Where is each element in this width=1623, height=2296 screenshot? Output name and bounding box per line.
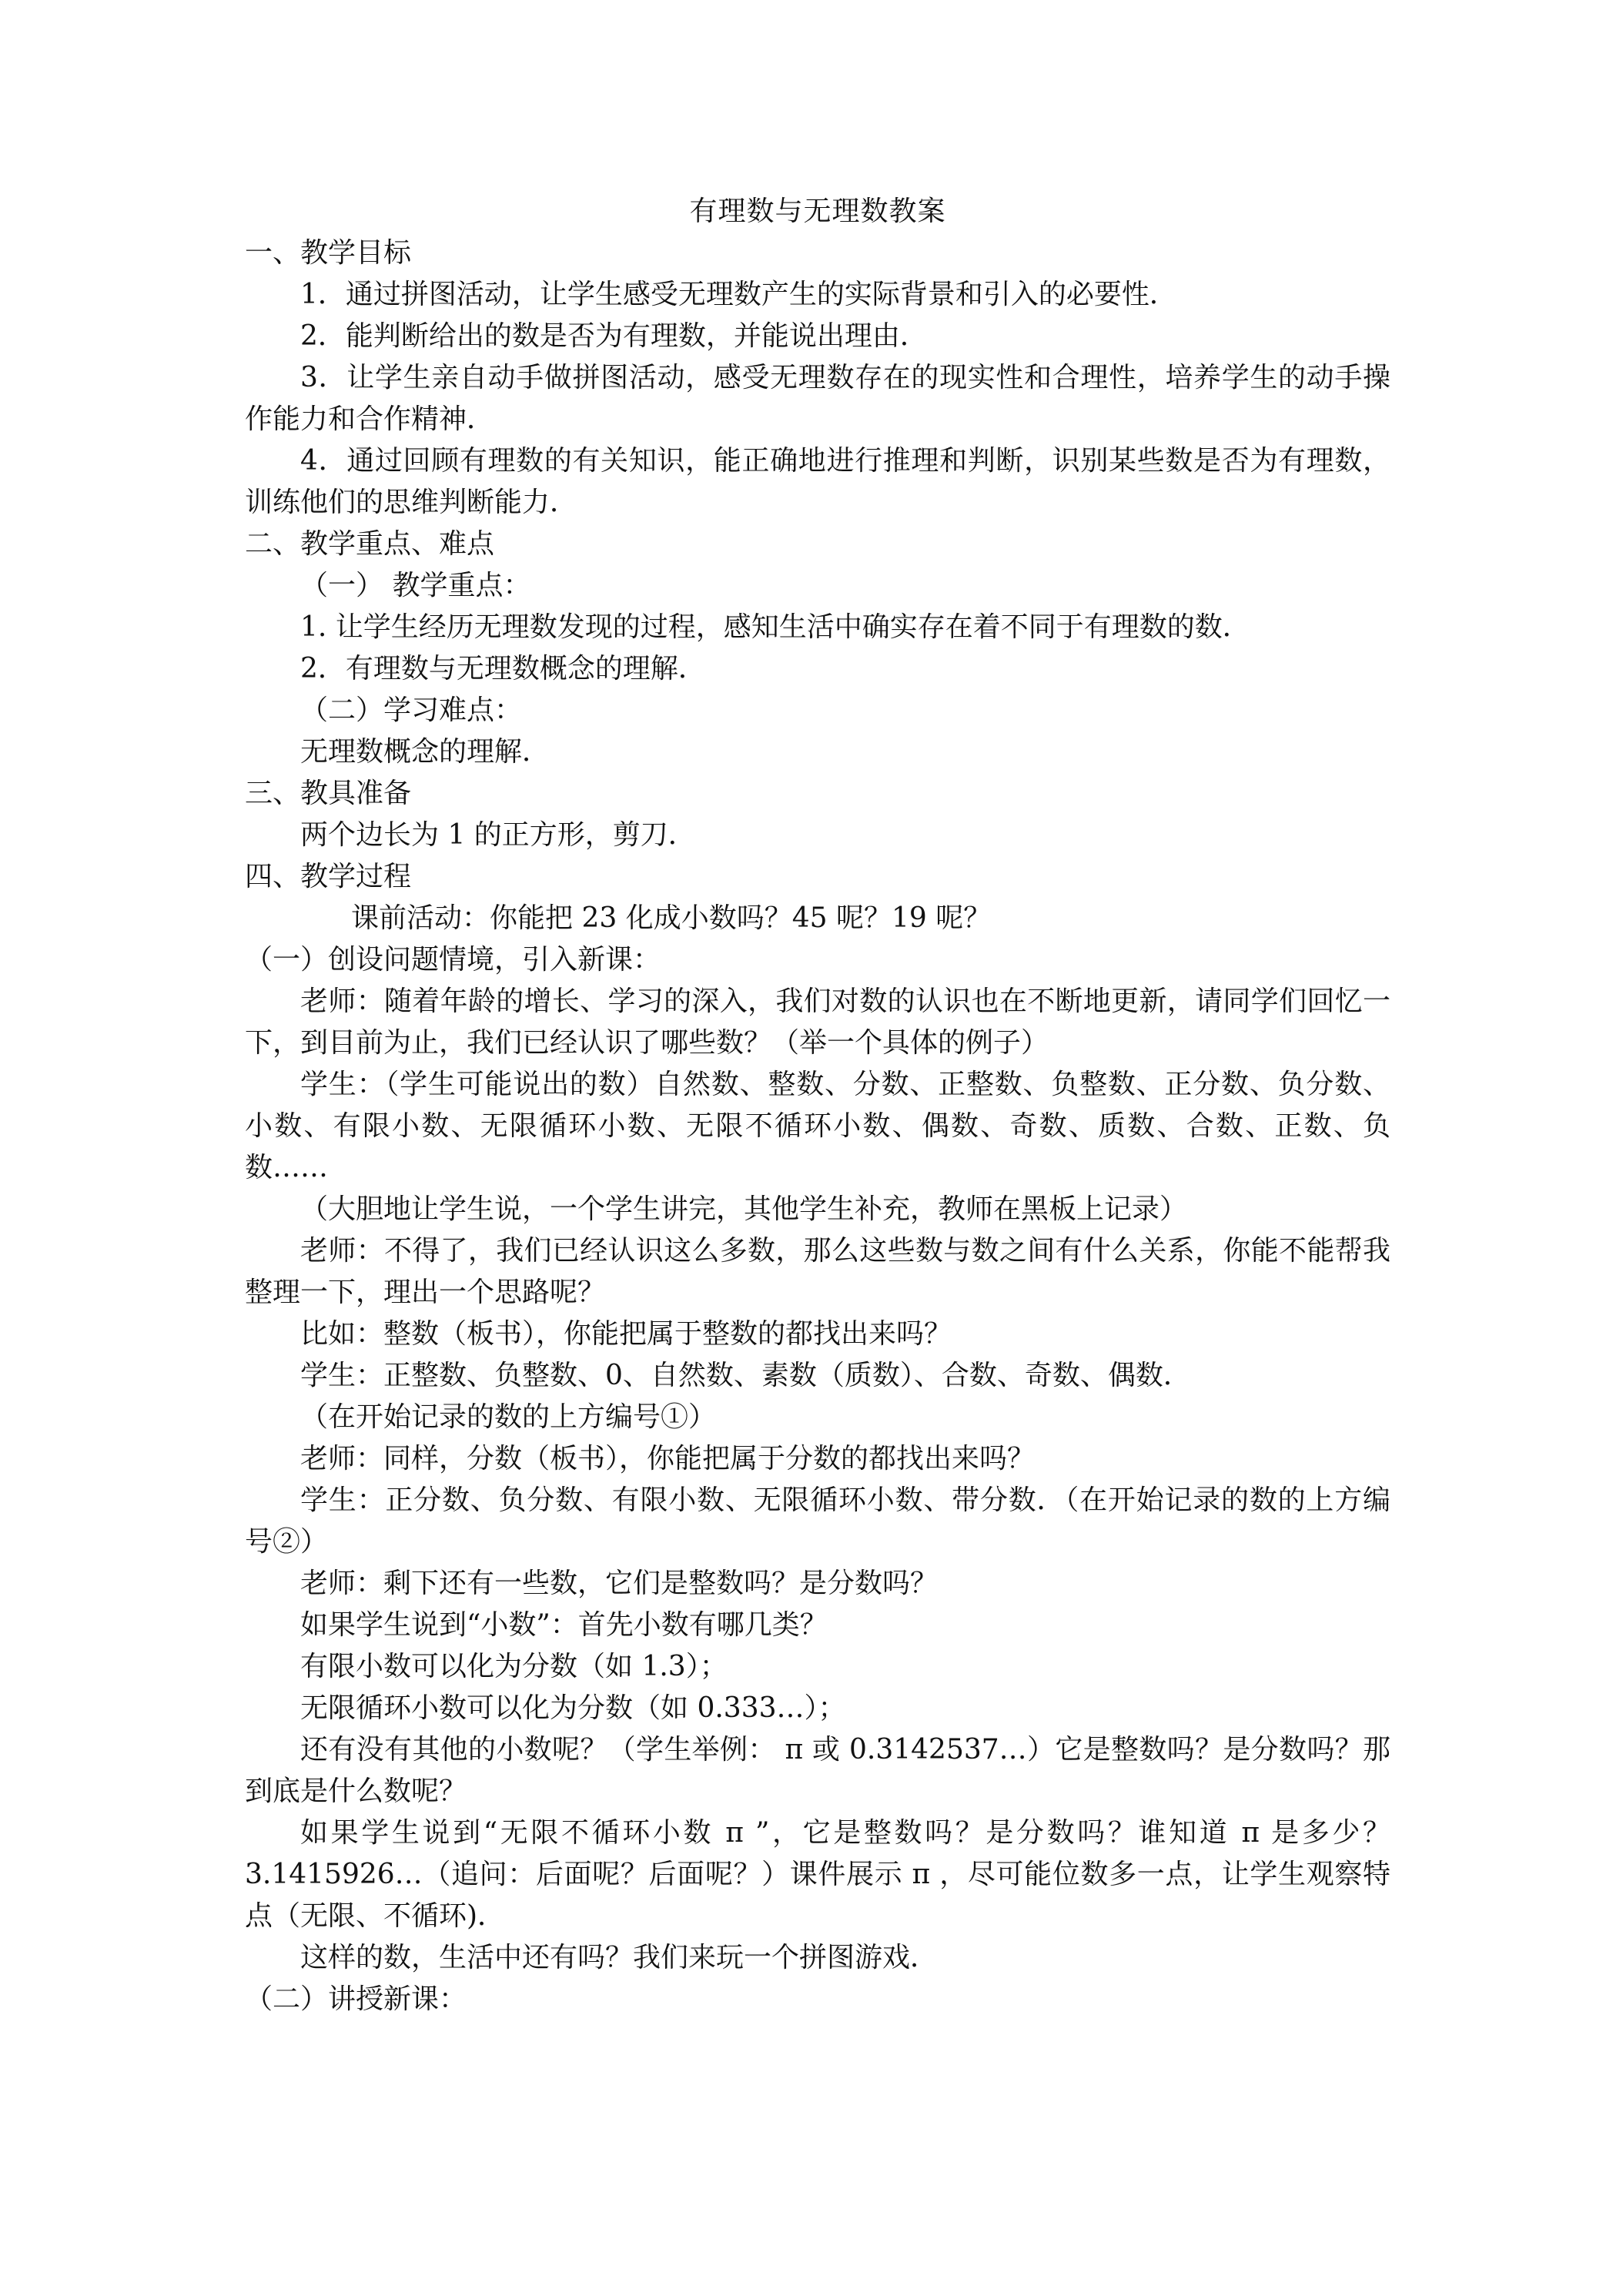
body-paragraph: 如果学生说到“无限不循环小数 π ”，它是整数吗？是分数吗？谁知道 π 是多少？3.1415926…（追问：后面呢？后面呢？）课件展示 π ，尽可能位数多一点，让学生观察特点（无限、不循环)． [245,1817,1390,1932]
body-paragraph: 2．能判断给出的数是否为有理数，并能说出理由． [300,320,928,352]
body-paragraph: 老师：同样，分数（板书），你能把属于分数的都找出来吗？ [300,1443,1036,1474]
body-paragraph: 1. 让学生经历无理数发现的过程，感知生活中确实存在着不同于有理数的数． [300,611,1250,643]
body-paragraph: 如果学生说到“小数”：首先小数有哪几类？ [300,1609,828,1641]
body-paragraph: 比如：整数（板书），你能把属于整数的都找出来吗？ [300,1318,952,1350]
document-body [245,191,1390,2020]
body-paragraph: 3．让学生亲自动手做拼图活动，感受无理数存在的现实性和合理性，培养学生的动手操作能力和合作精神． [245,362,1390,435]
document-title: 有理数与无理数教案 [689,196,946,227]
section-heading: （一）创设问题情境，引入新课： [245,944,661,976]
body-paragraph: 学生：正分数、负分数、有限小数、无限循环小数、带分数．（在开始记录的数的上方编号②） [245,1484,1390,1558]
body-paragraph: 有限小数可以化为分数（如 1.3）； [300,1651,728,1682]
body-paragraph: 4．通过回顾有理数的有关知识，能正确地进行推理和判断，识别某些数是否为有理数，训练他们的思维判断能力． [245,445,1390,518]
section-heading: 四、教学过程 [245,861,412,892]
section-heading: 三、教具准备 [245,778,412,809]
body-paragraph: 还有没有其他的小数呢？（学生举例： π 或 0.3142537…）它是整数吗？是分数吗？那到底是什么数呢？ [245,1734,1390,1807]
body-paragraph: 无理数概念的理解． [300,736,550,768]
body-paragraph: （在开始记录的数的上方编号①） [300,1401,717,1433]
section-heading: （二）讲授新课： [245,1983,467,2015]
body-paragraph: 两个边长为 1 的正方形，剪刀． [300,819,696,851]
body-paragraph: 老师：随着年龄的增长、学习的深入，我们对数的认识也在不断地更新，请同学们回忆一下，到目前为止，我们已经认识了哪些数？（举一个具体的例子） [245,986,1390,1059]
body-paragraph: 老师：剩下还有一些数，它们是整数吗？是分数吗？ [300,1568,939,1599]
paragraph-list [245,233,1390,2020]
body-paragraph: 课前活动：你能把 23 化成小数吗？45 呢？19 呢？ [351,902,992,934]
section-heading: 一、教学目标 [245,237,412,269]
body-paragraph: （二）学习难点： [300,694,523,726]
body-paragraph: 学生：（学生可能说出的数）自然数、整数、分数、正整数、负整数、正分数、负分数、小数、有限小数、无限循环小数、无限不循环小数、偶数、奇数、质数、合数、正数、负数…… [245,1069,1390,1183]
body-paragraph: 学生：正整数、负整数、0、自然数、素数（质数）、合数、奇数、偶数． [300,1360,1191,1391]
body-paragraph: 老师：不得了，我们已经认识这么多数，那么这些数与数之间有什么关系，你能不能帮我整理一下，理出一个思路呢？ [245,1235,1390,1308]
body-paragraph: （大胆地让学生说，一个学生讲完，其他学生补充，教师在黑板上记录） [300,1193,1188,1225]
body-paragraph: 2．有理数与无理数概念的理解． [300,653,706,684]
section-heading: 二、教学重点、难点 [245,528,495,560]
body-paragraph: 1．通过拼图活动，让学生感受无理数产生的实际背景和引入的必要性． [300,279,1177,310]
body-paragraph: 无限循环小数可以化为分数（如 0.333…）； [300,1692,846,1724]
body-paragraph: （一） 教学重点： [300,570,531,601]
body-paragraph: 这样的数，生活中还有吗？我们来玩一个拼图游戏． [300,1942,939,1973]
